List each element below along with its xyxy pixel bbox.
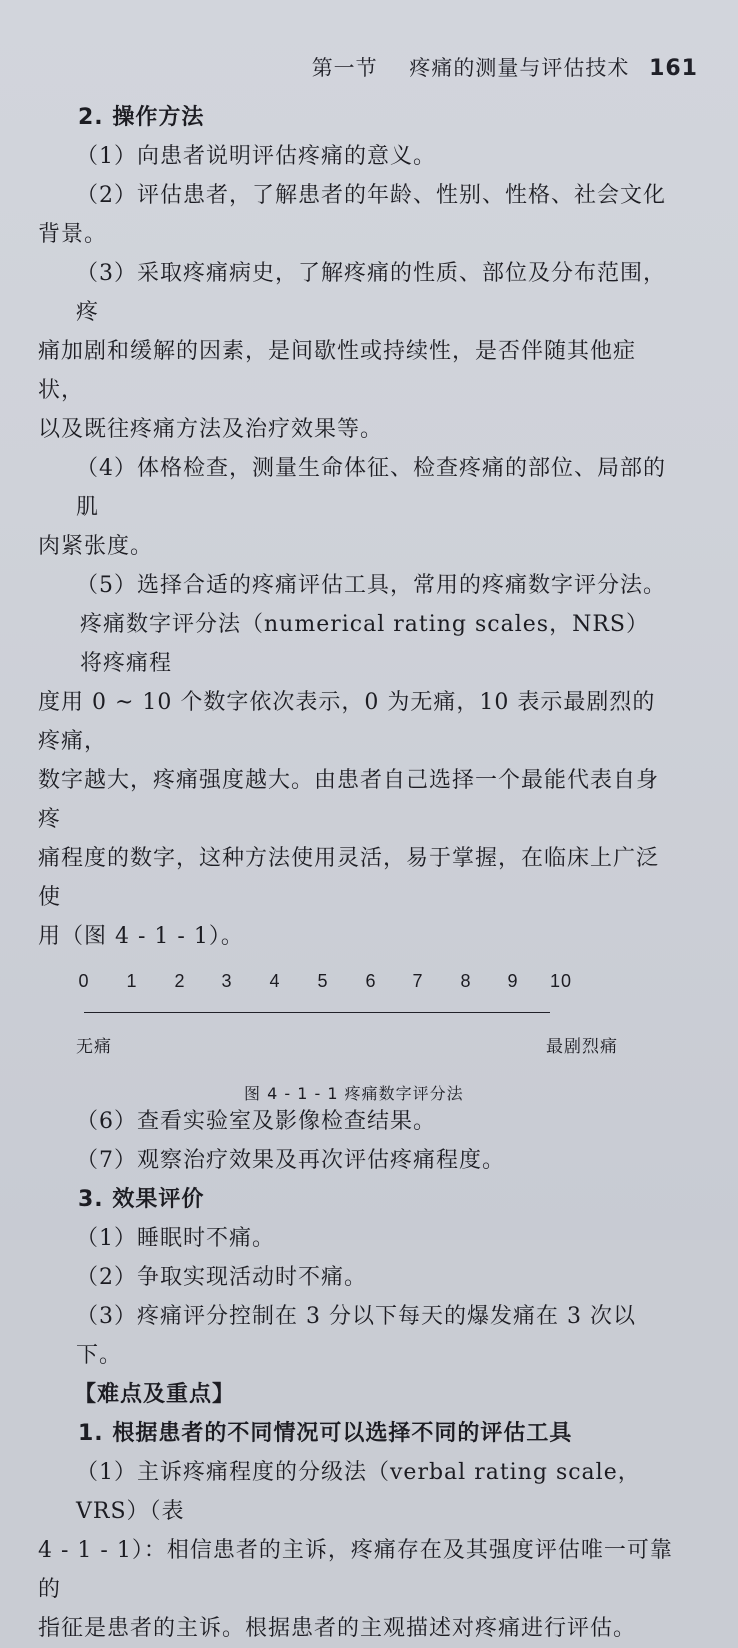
vrs-paragraph-line: 4 - 1 - 1）：相信患者的主诉，疼痛存在及其强度评估唯一可靠的 [38, 1538, 673, 1602]
list-item: （4）体格检查，测量生命体征、检查疼痛的部位、局部的肌 [76, 456, 666, 520]
figure-caption: 图 4 - 1 - 1 疼痛数字评分法 [244, 1084, 464, 1103]
nrs-left-label: 无痛 [76, 1037, 112, 1057]
nrs-tick-label: 10 [549, 971, 573, 991]
section-heading-evaluation: 3. 效果评价 [78, 1187, 205, 1212]
nrs-tick-label: 2 [174, 971, 186, 991]
page-body [38, 98, 676, 1648]
nrs-paragraph-line: 用（图 4 - 1 - 1）。 [38, 924, 244, 949]
nrs-tick-label: 5 [317, 971, 329, 991]
nrs-tick-label: 3 [221, 971, 233, 991]
nrs-paragraph-line: 数字越大，疼痛强度越大。由患者自己选择一个最能代表自身疼 [38, 768, 660, 832]
list-item: （3）疼痛评分控制在 3 分以下每天的爆发痛在 3 次以下。 [76, 1304, 636, 1368]
nrs-tick-label: 6 [365, 971, 377, 991]
list-item: （2）评估患者，了解患者的年龄、性别、性格、社会文化 [76, 183, 666, 208]
nrs-tick-label: 4 [269, 971, 281, 991]
nrs-paragraph-line: 度用 0 ~ 10 个数字依次表示，0 为无痛，10 表示最剧烈的疼痛， [38, 690, 656, 754]
vrs-paragraph-line: 指征是患者的主诉。根据患者的主观描述对疼痛进行评估。 [38, 1616, 637, 1641]
key-points-subheading: 1. 根据患者的不同情况可以选择不同的评估工具 [78, 1421, 573, 1446]
nrs-tick-label: 1 [126, 971, 138, 991]
nrs-tick-label: 9 [507, 971, 519, 991]
list-item-continued: 痛加剧和缓解的因素，是间歇性或持续性，是否伴随其他症状， [38, 339, 637, 403]
nrs-paragraph-line: 痛程度的数字，这种方法使用灵活，易于掌握，在临床上广泛使 [38, 846, 660, 910]
page-number: 161 [649, 56, 698, 81]
header-title: 疼痛的测量与评估技术 [409, 56, 630, 80]
nrs-paragraph-line: 疼痛数字评分法（numerical rating scales，NRS） 将疼痛程 [80, 612, 649, 676]
header-section: 第一节 [311, 56, 378, 80]
section-heading-operation: 2. 操作方法 [78, 105, 205, 130]
list-item: （1）睡眠时不痛。 [76, 1226, 275, 1251]
list-item-continued: 背景。 [38, 222, 108, 247]
vrs-paragraph-line: （1）主诉疼痛程度的分级法（verbal rating scale，VRS）（表 [76, 1460, 641, 1524]
nrs-right-label: 最剧烈痛 [546, 1037, 618, 1057]
nrs-figure [76, 962, 676, 1102]
list-item: （1）向患者说明评估疼痛的意义。 [76, 144, 436, 169]
list-item: （3）采取疼痛病史，了解疼痛的性质、部位及分布范围，疼 [76, 261, 666, 325]
list-item: （7）观察治疗效果及再次评估疼痛程度。 [76, 1148, 505, 1173]
list-item-continued: 肉紧张度。 [38, 534, 154, 559]
key-points-heading: 【难点及重点】 [74, 1382, 236, 1407]
nrs-tick-label: 8 [460, 971, 472, 991]
nrs-scale-line [84, 1012, 550, 1013]
list-item: （6）查看实验室及影像检查结果。 [76, 1109, 436, 1134]
list-item: （2）争取实现活动时不痛。 [76, 1265, 367, 1290]
list-item-continued: 以及既往疼痛方法及治疗效果等。 [38, 417, 384, 442]
running-header [312, 52, 698, 82]
list-item: （5）选择合适的疼痛评估工具，常用的疼痛数字评分法。 [76, 573, 666, 598]
nrs-tick-label: 7 [412, 971, 424, 991]
nrs-tick-label: 0 [78, 971, 90, 991]
